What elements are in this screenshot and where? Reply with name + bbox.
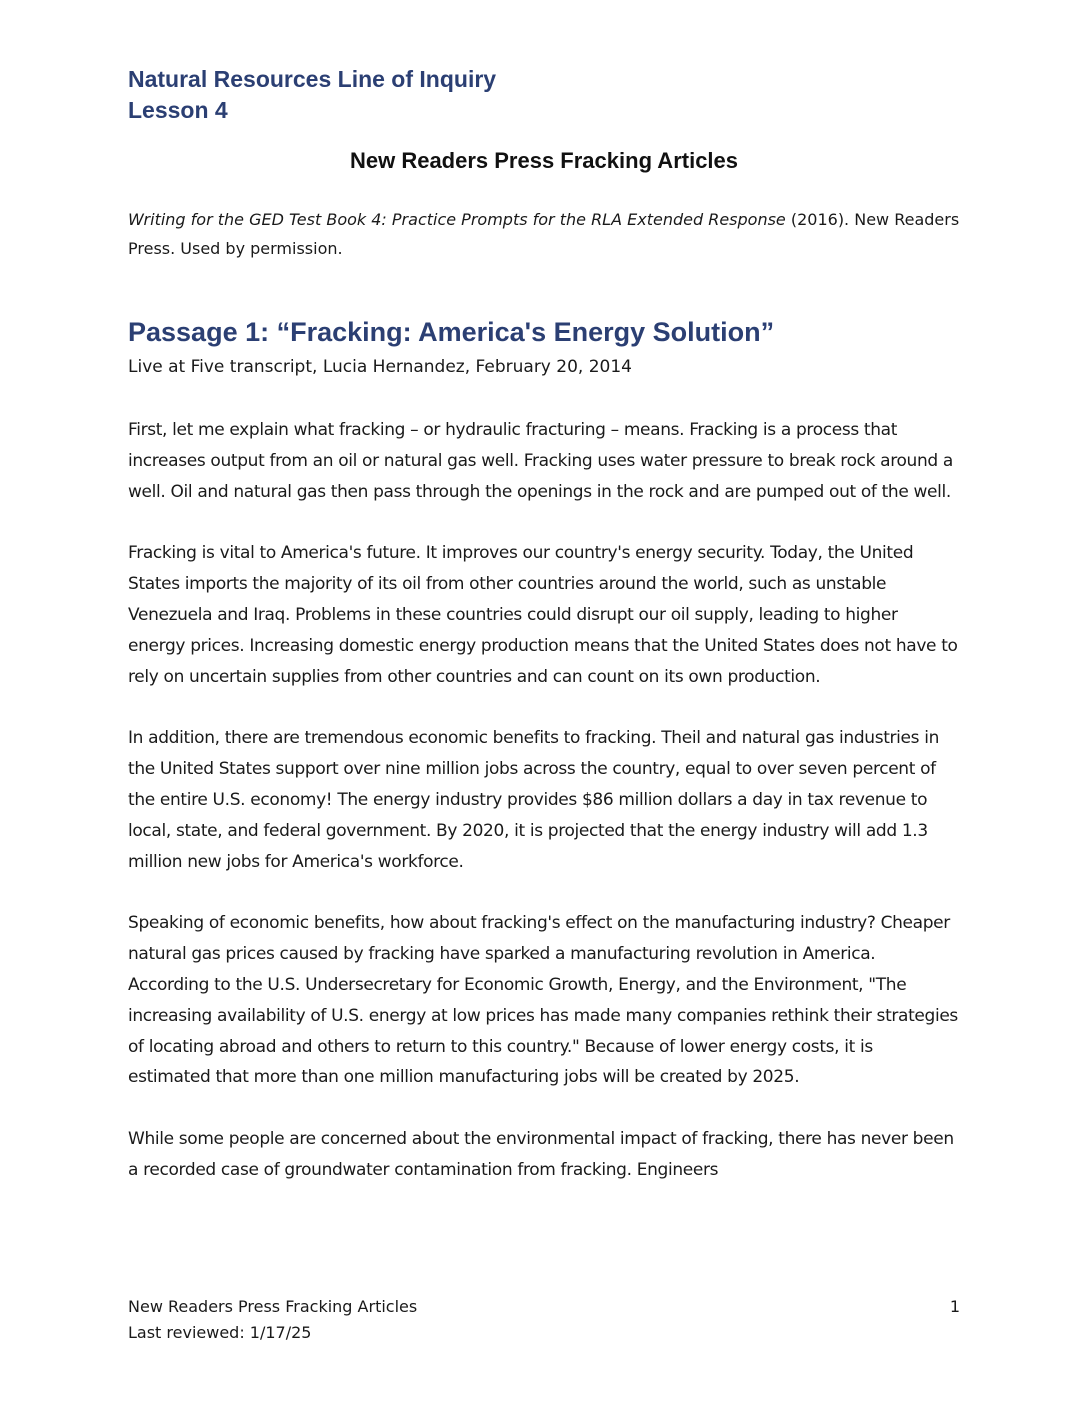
paragraph: Fracking is vital to America's future. It improves our country's energy security. Today, the United States imports the majority of its oil from other countries around the world, such as unstable Venezuela and Iraq. Problems in these countries could disrupt our oil supply, leading to higher energy prices. Increasing domestic energy production means that the United States does not have to rely on uncertain supplies from other countries and can count on its own production.	[128, 543, 958, 687]
passage-heading: Passage 1: “Fracking: America's Energy Solution”	[128, 317, 775, 347]
lesson-header	[128, 64, 496, 126]
citation-book-title: Writing for the GED Test Book 4: Practice Prompts for the RLA Extended Response	[128, 210, 786, 229]
series-title: Natural Resources Line of Inquiry	[128, 66, 497, 92]
lesson-number: Lesson 4	[128, 97, 228, 123]
paragraph: Speaking of economic benefits, how about fracking's effect on the manufacturing industry? Cheaper natural gas prices caused by fracking have sparked a manufacturing revolution in America. According to the U.S. Undersecretary for Economic Growth, Energy, and the Environment, "The increasing availability of U.S. energy at low prices has made many companies rethink their strategies of locating abroad and others to return to this country." Because of lower energy costs, it is estimated that more than one million manufacturing jobs will be created by 2025.	[128, 913, 958, 1088]
source-citation	[128, 205, 968, 263]
passage-byline: Live at Five transcript, Lucia Hernandez, February 20, 2014	[128, 357, 632, 377]
paragraph: First, let me explain what fracking – or hydraulic fracturing – means. Fracking is a process that increases output from an oil or natural gas well. Fracking uses water pressure to break rock around a well. Oil and natural gas then pass through the openings in the rock and are pumped out of the well.	[128, 420, 953, 502]
footer-last-reviewed: Last reviewed: 1/17/25	[128, 1323, 312, 1342]
paragraph: In addition, there are tremendous economic benefits to fracking. Theil and natural gas industries in the United States support over nine million jobs across the country, equal to over seven percent of the entire U.S. economy! The energy industry provides $86 million dollars a day in tax revenue to local, state, and federal government. By 2020, it is projected that the energy industry will add 1.3 million new jobs for America's workforce.	[128, 728, 940, 872]
passage-body	[128, 415, 958, 1217]
footer-document-name: New Readers Press Fracking Articles	[128, 1297, 418, 1316]
paragraph: While some people are concerned about the environmental impact of fracking, there has never been a recorded case of groundwater contamination from fracking. Engineers	[128, 1129, 954, 1180]
document-title: New Readers Press Fracking Articles	[349, 148, 739, 173]
page-number: 1	[949, 1297, 960, 1316]
citation-details: (2016). New Readers Press. Used by permission.	[128, 210, 960, 258]
page-footer	[128, 1294, 960, 1346]
